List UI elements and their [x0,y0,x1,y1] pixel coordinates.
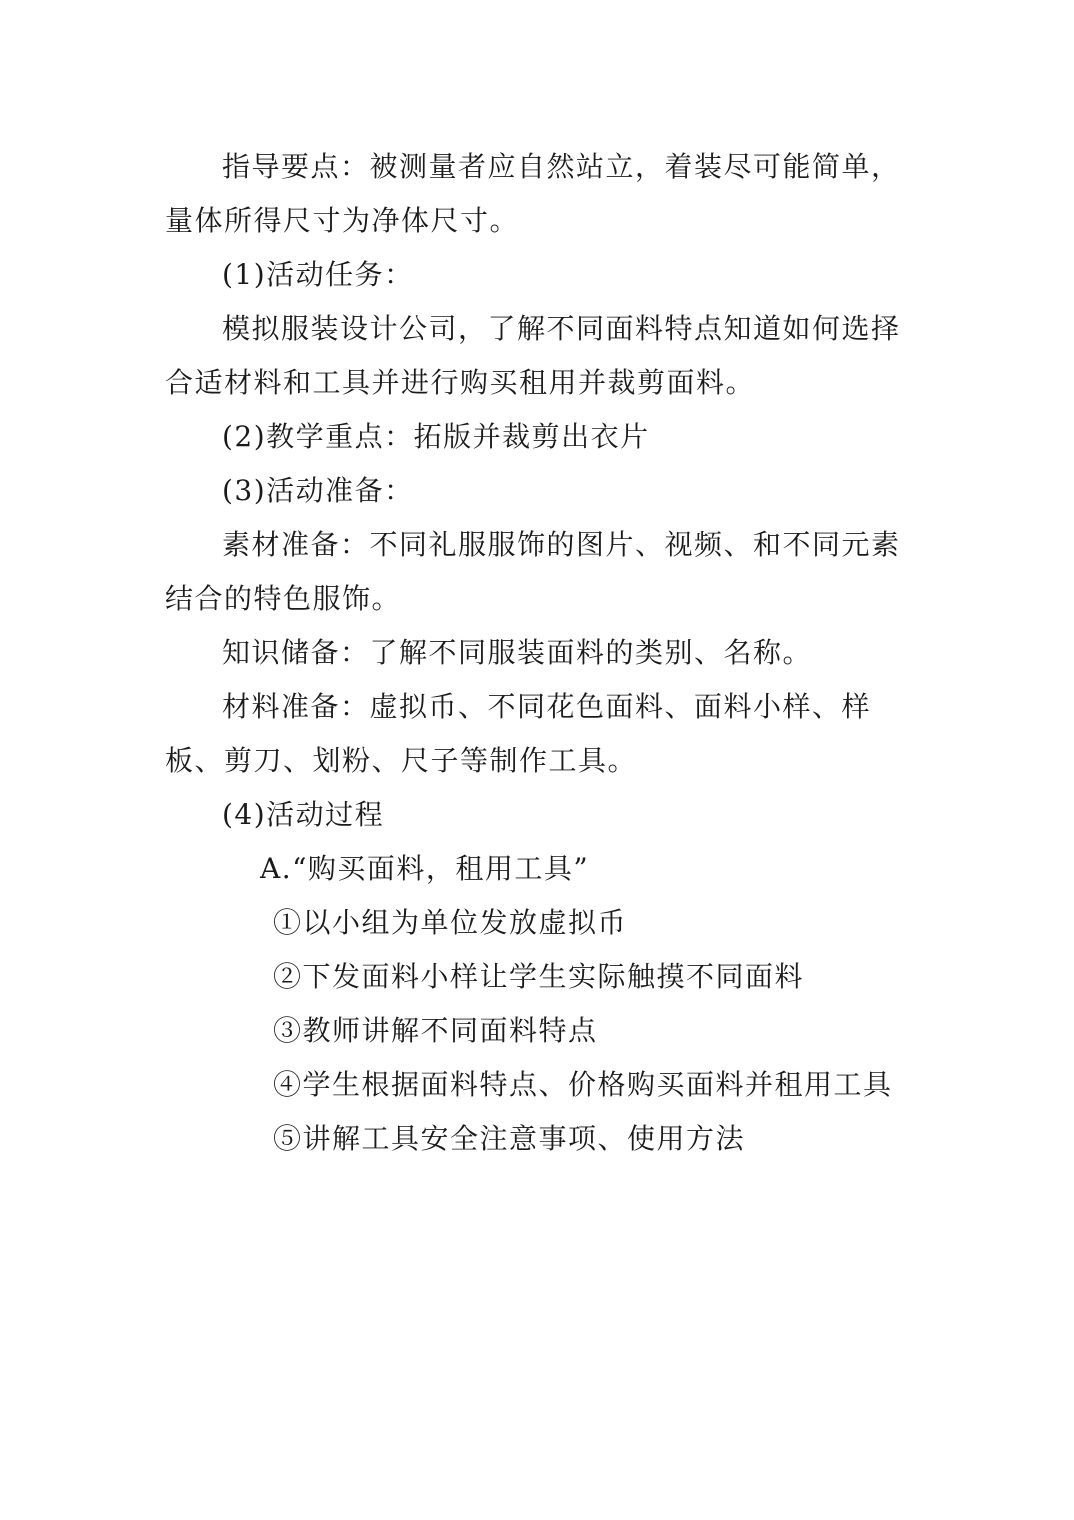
sub-section-a-heading: A.“购买面料，租用工具” [260,852,590,885]
activity-task-paragraph: 模拟服装设计公司，了解不同面料特点知道如何选择合适材料和工具并进行购买租用并裁剪面料。 [165,312,901,399]
list-item: ⑤讲解工具安全注意事项、使用方法 [273,1122,746,1155]
list-item: ③教师讲解不同面料特点 [273,1014,598,1047]
document-body [165,140,915,1166]
activity-task-heading: (1)活动任务： [222,258,414,291]
list-item: ①以小组为单位发放虚拟币 [273,906,628,939]
knowledge-reserve-paragraph: 知识储备：了解不同服装面料的类别、名称。 [222,636,813,669]
guidance-points-paragraph: 指导要点：被测量者应自然站立，着装尽可能简单，量体所得尺寸为净体尺寸。 [165,150,901,237]
supplies-preparation-paragraph: 材料准备：虚拟币、不同花色面料、面料小样、样板、剪刀、划粉、尺子等制作工具。 [165,690,872,777]
list-item: ②下发面料小样让学生实际触摸不同面料 [273,960,805,993]
activity-process-heading: (4)活动过程 [222,798,385,831]
activity-preparation-heading: (3)活动准备： [222,474,414,507]
material-preparation-paragraph: 素材准备：不同礼服服饰的图片、视频、和不同元素结合的特色服饰。 [165,528,901,615]
teaching-focus-paragraph: (2)教学重点：拓版并裁剪出衣片 [222,420,650,453]
list-item: ④学生根据面料特点、价格购买面料并租用工具 [273,1068,893,1101]
